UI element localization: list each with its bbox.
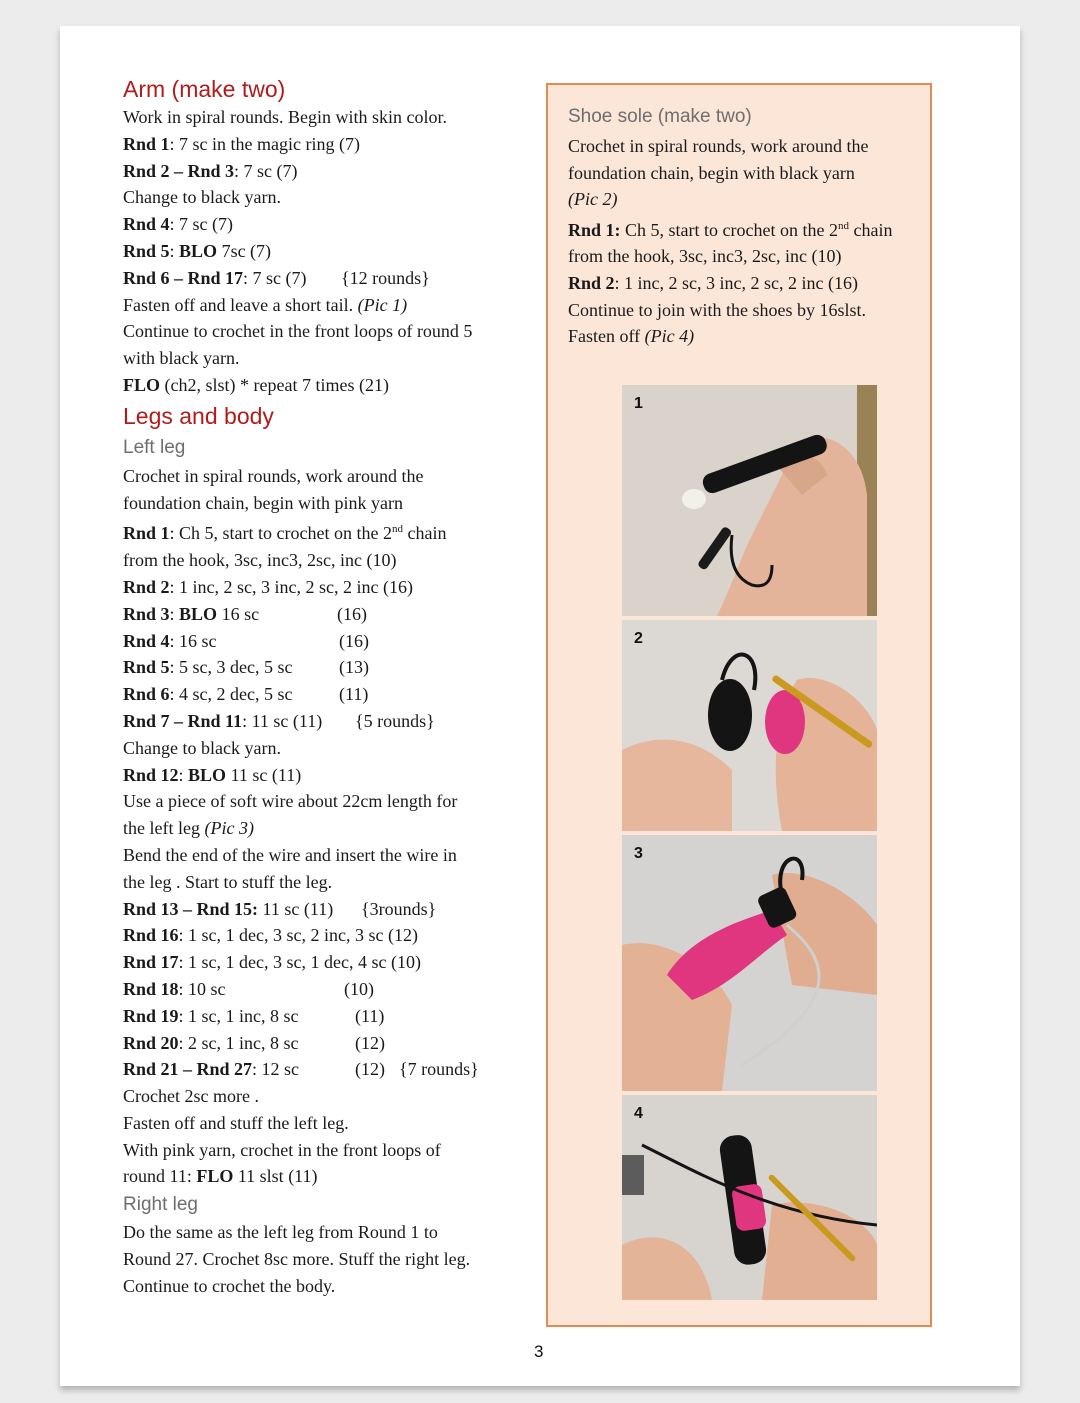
arm-rnd-4	[123, 211, 523, 238]
arm-rnd-2-3	[123, 158, 523, 185]
sole-rnd-1-cont: from the hook, 3sc, inc3, 2sc, inc (10)	[568, 246, 842, 267]
text-run: :	[169, 240, 180, 261]
text-run: Rnd 12	[123, 764, 179, 785]
text-run: 16 sc	[217, 603, 260, 624]
text-run: : 4 sc, 2 dec, 5 sc	[169, 684, 293, 705]
text-run: Rnd 16	[123, 925, 179, 946]
leg-rnd-12	[123, 762, 523, 789]
text-run: (11)	[355, 1005, 385, 1026]
text-run: 11 sc (11)	[226, 764, 302, 785]
text-run: chain	[402, 523, 447, 544]
leg-bend-1: Bend the end of the wire and insert the wire in	[123, 844, 457, 865]
left-column	[123, 74, 523, 1300]
text-run: {7 rounds}	[399, 1059, 479, 1080]
legs-heading: Legs and body	[123, 402, 274, 429]
arm-rnd-5	[123, 238, 523, 265]
text-run: : 1 inc, 2 sc, 3 inc, 2 sc, 2 inc (16)	[169, 576, 413, 597]
leg-intro-2: foundation chain, begin with pink yarn	[123, 492, 403, 513]
text-run: Rnd 1	[123, 133, 170, 154]
leg-rnd-17	[123, 949, 523, 976]
text-run: Rnd 13 – Rnd 15:	[123, 898, 259, 919]
leg-rnd-6	[123, 681, 523, 708]
text-run: Rnd 7 – Rnd 11	[123, 710, 243, 731]
text-run: Rnd 4	[123, 630, 170, 651]
text-run: Fasten off and leave a short tail.	[123, 294, 358, 315]
leg-rnd-1-cont: from the hook, 3sc, inc3, 2sc, inc (10)	[123, 550, 397, 571]
text-run: (10)	[344, 978, 374, 999]
text-run: : 5 sc, 3 dec, 5 sc	[169, 657, 293, 678]
leg-wire-2	[123, 815, 523, 842]
leg-rnd-4	[123, 628, 523, 655]
text-run: (13)	[339, 657, 369, 678]
right-leg-1: Do the same as the left leg from Round 1 to	[123, 1222, 438, 1243]
leg-more: Crochet 2sc more .	[123, 1086, 259, 1107]
text-run: Rnd 20	[123, 1032, 179, 1053]
text-run: (16)	[337, 603, 367, 624]
leg-rnd-21-27	[123, 1056, 523, 1083]
leg-rnd-1	[123, 516, 523, 547]
text-run: Rnd 2 – Rnd 3	[123, 160, 235, 181]
text-run: (12)	[355, 1059, 385, 1080]
text-run: : 11 sc (11)	[242, 710, 323, 731]
shoe-sole-heading: Shoe sole (make two)	[568, 106, 752, 127]
right-leg-subheading: Right leg	[123, 1194, 198, 1216]
leg-intro-1: Crochet in spiral rounds, work around the	[123, 465, 424, 486]
text-run: BLO	[179, 603, 218, 624]
text-run: Rnd 1:	[568, 219, 621, 240]
photo-4	[622, 1095, 877, 1300]
arm-continue-2: with black yarn.	[123, 348, 240, 369]
leg-rnd-19	[123, 1003, 523, 1030]
arm-change-yarn: Change to black yarn.	[123, 187, 281, 208]
text-run: nd	[391, 523, 403, 536]
text-run: 11 slst (11)	[233, 1166, 318, 1187]
text-run: 11 sc (11)	[258, 898, 334, 919]
text-run: {3rounds}	[361, 898, 437, 919]
text-run: : 7 sc in the magic ring (7)	[169, 133, 360, 154]
sole-intro-1: Crochet in spiral rounds, work around the	[568, 136, 869, 156]
leg-rnd-13-15	[123, 896, 523, 923]
text-run: Rnd 4	[123, 214, 170, 235]
text-run: Rnd 1	[123, 523, 170, 544]
shoe-sole-sidebar	[546, 83, 932, 1327]
text-run: : 7 sc (7)	[234, 160, 298, 181]
text-run: (Pic 4)	[644, 326, 695, 347]
text-run: : 10 sc	[178, 978, 226, 999]
text-run: chain	[848, 219, 893, 240]
text-run: (Pic 2)	[568, 189, 618, 210]
text-run: : 1 sc, 1 dec, 3 sc, 1 dec, 4 sc (10)	[178, 952, 421, 973]
right-leg-2: Round 27. Crochet 8sc more. Stuff the right leg.	[123, 1249, 471, 1270]
leg-rnd-16	[123, 922, 523, 949]
left-leg-subheading: Left leg	[123, 436, 186, 458]
text-run: round 11:	[123, 1166, 197, 1187]
text-run: {5 rounds}	[355, 710, 435, 731]
text-run: (ch2, slst) * repeat 7 times (21)	[160, 374, 389, 395]
text-run: : 12 sc	[252, 1059, 300, 1080]
text-run: BLO	[188, 764, 227, 785]
text-run: Rnd 2	[123, 576, 170, 597]
arm-fasten	[123, 292, 523, 319]
page-number: 3	[534, 1342, 544, 1361]
photo-4-label: 4	[634, 1105, 643, 1122]
text-run: FLO	[123, 374, 161, 395]
text-run: : 7 sc (7)	[243, 267, 307, 288]
text-run: Rnd 5	[123, 240, 170, 261]
text-run: Fasten off	[568, 326, 645, 347]
arm-flo	[123, 372, 523, 399]
text-run: (12)	[355, 1032, 385, 1053]
leg-rnd-2	[123, 574, 523, 601]
photo-1	[622, 385, 877, 616]
sole-rnd-2	[568, 270, 928, 297]
text-run: (11)	[339, 684, 369, 705]
text-run: Rnd 6	[123, 684, 170, 705]
leg-rnd-20	[123, 1030, 523, 1057]
leg-rnd-5	[123, 654, 523, 681]
text-run: : 7 sc (7)	[169, 214, 234, 235]
text-run: : 16 sc	[169, 630, 217, 651]
text-run: :	[178, 764, 189, 785]
text-run: Rnd 5	[123, 657, 170, 678]
text-run: Ch 5, start to crochet on the 2	[620, 219, 838, 240]
photo-2-label: 2	[634, 630, 643, 647]
arm-rnd-1	[123, 131, 523, 158]
arm-heading: Arm (make two)	[123, 76, 286, 102]
leg-rnd-3	[123, 601, 523, 628]
text-run: : 2 sc, 1 inc, 8 sc	[178, 1032, 299, 1053]
text-run: (Pic 1)	[357, 294, 408, 315]
text-run: (Pic 3)	[204, 818, 254, 839]
sole-fasten	[568, 323, 928, 350]
text-run: the left leg	[123, 818, 205, 839]
text-run: FLO	[196, 1166, 234, 1187]
text-run: {12 rounds}	[341, 267, 430, 288]
leg-pink-2	[123, 1163, 523, 1190]
text-run: 7sc (7)	[217, 240, 272, 261]
leg-rnd-18	[123, 976, 523, 1003]
sole-rnd-1	[568, 213, 928, 244]
text-run: Rnd 19	[123, 1005, 179, 1026]
leg-pink-1: With pink yarn, crochet in the front loops of	[123, 1139, 441, 1160]
leg-wire-1: Use a piece of soft wire about 22cm length for	[123, 791, 458, 812]
arm-continue-1: Continue to crochet in the front loops of round 5	[123, 321, 473, 342]
photo-2	[622, 620, 877, 831]
text-run: Rnd 2	[568, 272, 615, 293]
text-run: Rnd 3	[123, 603, 170, 624]
text-run: (16)	[339, 630, 369, 651]
sole-join: Continue to join with the shoes by 16slst.	[568, 299, 867, 320]
right-leg-3: Continue to crochet the body.	[123, 1275, 336, 1296]
leg-stuff: Fasten off and stuff the left leg.	[123, 1112, 349, 1133]
photo-3	[622, 835, 877, 1091]
photo-3-label: 3	[634, 845, 643, 862]
leg-change-yarn: Change to black yarn.	[123, 737, 281, 758]
arm-rnd-6-17	[123, 265, 523, 292]
text-run: : 1 inc, 2 sc, 3 inc, 2 sc, 2 inc (16)	[614, 272, 858, 293]
document-page	[60, 26, 1020, 1386]
photo-1-label: 1	[634, 395, 643, 412]
text-run: :	[169, 603, 180, 624]
leg-bend-2: the leg . Start to stuff the leg.	[123, 871, 333, 892]
text-run: : 1 sc, 1 inc, 8 sc	[178, 1005, 299, 1026]
leg-rnd-7-11	[123, 708, 523, 735]
text-run: BLO	[179, 240, 218, 261]
text-run: nd	[837, 219, 849, 232]
text-run: Rnd 21 – Rnd 27	[123, 1059, 253, 1080]
text-run: Rnd 6 – Rnd 17	[123, 267, 244, 288]
sole-pic-ref	[568, 186, 928, 213]
arm-intro: Work in spiral rounds. Begin with skin color.	[123, 107, 448, 127]
text-run: Rnd 18	[123, 978, 179, 999]
sole-intro-2: foundation chain, begin with black yarn	[568, 162, 855, 183]
text-run: : Ch 5, start to crochet on the 2	[169, 523, 392, 544]
text-run: : 1 sc, 1 dec, 3 sc, 2 inc, 3 sc (12)	[178, 925, 418, 946]
text-run: Rnd 17	[123, 952, 179, 973]
